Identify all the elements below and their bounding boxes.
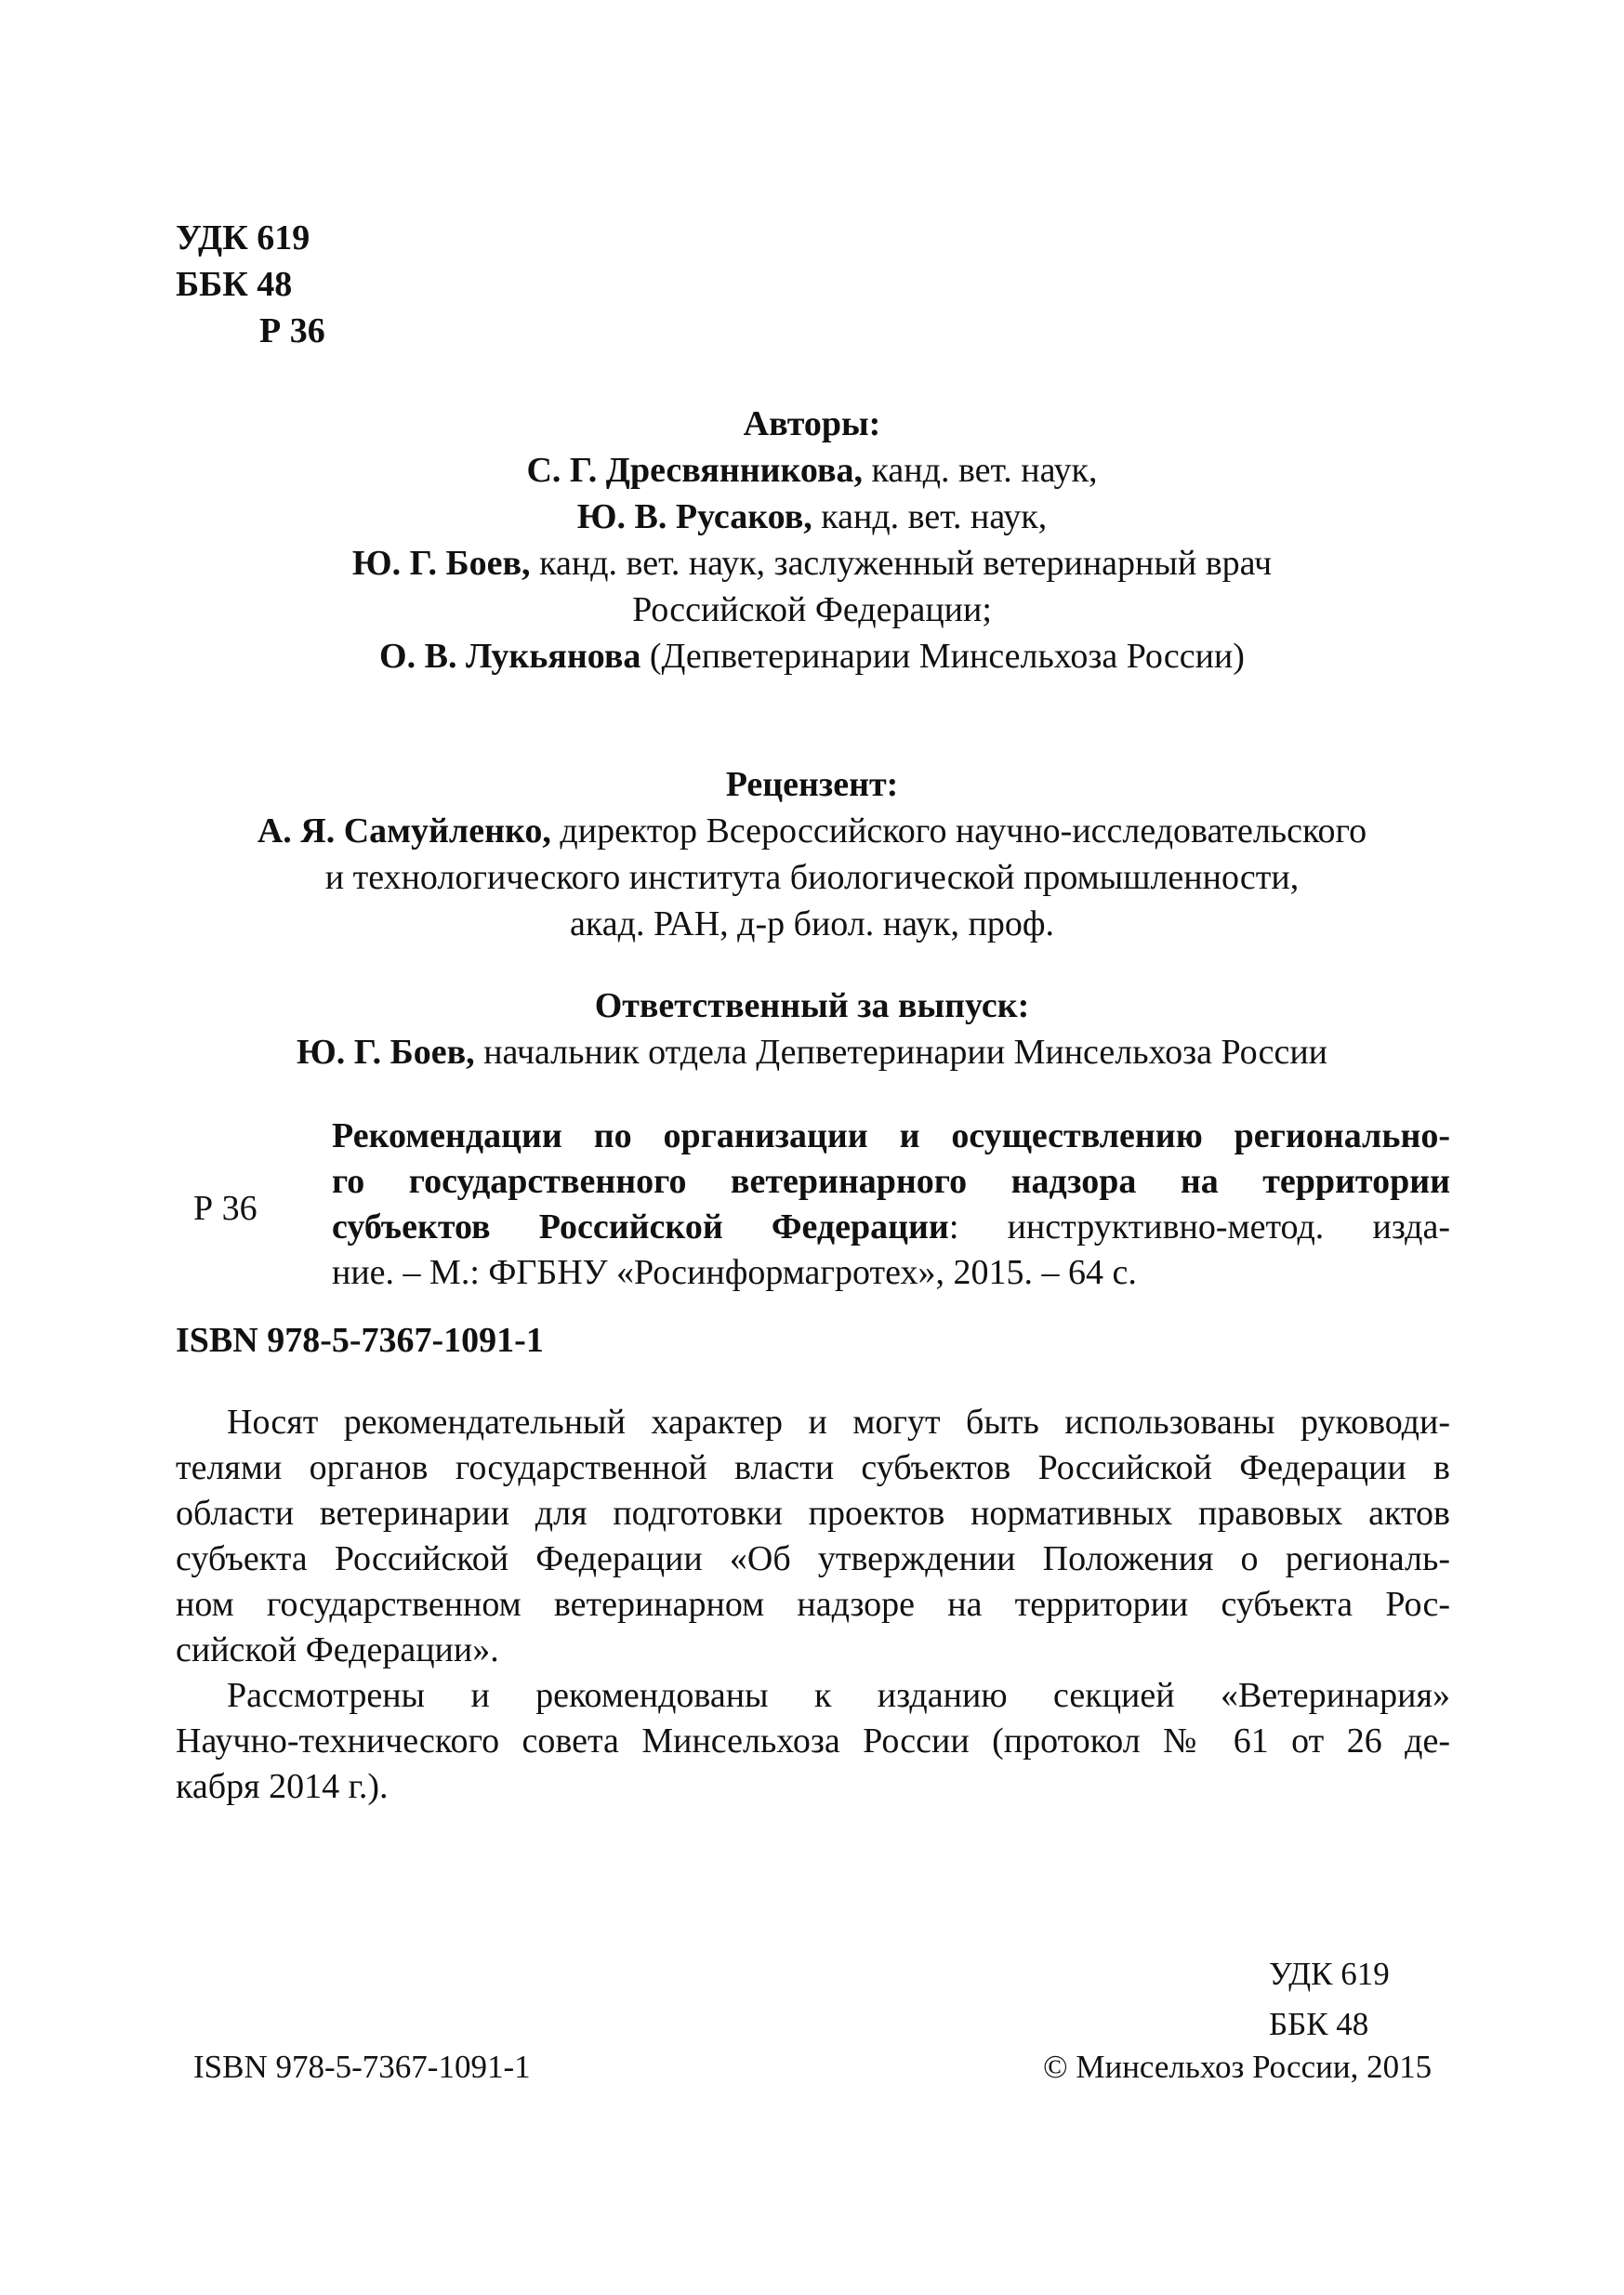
- udk-code: УДК 619: [176, 218, 310, 257]
- author-1-desc: канд. вет. наук,: [863, 451, 1098, 490]
- responsible-line: [0, 1030, 1624, 1075]
- biblio-line-3-rest: : инструктивно-метод. изда-: [948, 1207, 1450, 1246]
- author-4-name: О. В. Лукьянова: [379, 637, 641, 676]
- reviewer-name: А. Я. Самуйленко,: [257, 811, 551, 851]
- bbk-code: ББК 48: [176, 265, 293, 304]
- author-mark-code: Р 36: [259, 311, 325, 350]
- footer-udk: УДК 619: [1269, 1956, 1390, 1992]
- annotation-p1-line-4: субъекта Российской Федерации «Об утверждении Положения о региональ-: [176, 1539, 1450, 1578]
- biblio-line-4: ние. – М.: ФГБНУ «Росинформагротех», 2015. – 64 с.: [332, 1253, 1137, 1292]
- reviewer-line-1: [0, 809, 1624, 853]
- author-3-desc: канд. вет. наук, заслуженный ветеринарный врач: [530, 544, 1273, 583]
- annotation-p1-line-1: Носят рекомендательный характер и могут быть использованы руководи-: [227, 1403, 1450, 1442]
- author-3-continued: Российской Федерации;: [632, 590, 992, 629]
- author-2: [0, 495, 1624, 539]
- reviewer-desc-1: директор Всероссийского научно-исследовательского: [550, 811, 1367, 851]
- responsible-heading: Ответственный за выпуск:: [594, 986, 1030, 1025]
- author-2-desc: канд. вет. наук,: [812, 497, 1048, 536]
- biblio-line-1: Рекомендации по организации и осуществлению регионально-: [332, 1116, 1450, 1155]
- annotation-p1-line-2: телями органов государственной власти субъектов Российской Федерации в: [176, 1448, 1450, 1487]
- biblio-code: Р 36: [193, 1189, 257, 1228]
- author-1: [0, 448, 1624, 493]
- author-4: [0, 634, 1624, 679]
- annotation-p1-line-6: сийской Федерации».: [176, 1630, 499, 1669]
- reviewer-line-3: акад. РАН, д-р биол. наук, проф.: [570, 904, 1054, 943]
- author-2-name: Ю. В. Русаков,: [576, 497, 812, 536]
- annotation-p2-line-1: Рассмотрены и рекомендованы к изданию секцией «Ветеринария»: [227, 1676, 1450, 1715]
- footer-bbk: ББК 48: [1269, 2006, 1369, 2042]
- author-4-desc: (Депветеринарии Минсельхоза России): [640, 637, 1245, 676]
- biblio-line-3: [332, 1205, 1450, 1250]
- isbn-bold: ISBN 978-5-7367-1091-1: [176, 1321, 544, 1360]
- biblio-line-2: го государственного ветеринарного надзора на территории: [332, 1162, 1450, 1201]
- author-3: [0, 541, 1624, 586]
- annotation-p1-line-3: области ветеринарии для подготовки проектов нормативных правовых актов: [176, 1494, 1450, 1533]
- responsible-desc: начальник отдела Депветеринарии Минсельхоза России: [474, 1033, 1328, 1072]
- annotation-p2-line-2: Научно-технического совета Минсельхоза России (протокол № 61 от 26 де-: [176, 1721, 1450, 1761]
- reviewer-heading: Рецензент:: [725, 765, 899, 804]
- responsible-name: Ю. Г. Боев,: [296, 1033, 475, 1072]
- annotation-p1-line-5: ном государственном ветеринарном надзоре на территории субъекта Рос-: [176, 1585, 1450, 1624]
- biblio-title-end: субъектов Российской Федерации: [332, 1207, 949, 1246]
- footer-isbn: ISBN 978-5-7367-1091-1: [193, 2049, 531, 2085]
- footer-copyright: © Минсельхоз России, 2015: [1043, 2049, 1433, 2085]
- author-1-name: С. Г. Дресвянникова,: [526, 451, 864, 490]
- author-3-name: Ю. Г. Боев,: [351, 544, 531, 583]
- authors-heading: Авторы:: [743, 404, 881, 443]
- reviewer-line-2: и технологического института биологической промышленности,: [324, 858, 1300, 897]
- annotation-p2-line-3: кабря 2014 г.).: [176, 1767, 389, 1806]
